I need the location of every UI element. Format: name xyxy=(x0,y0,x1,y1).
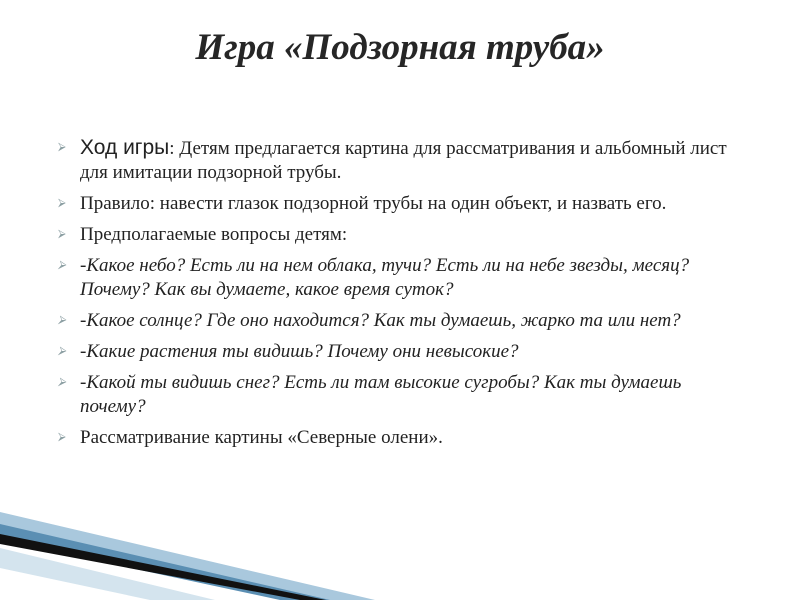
check-arrow-icon: ⮚ xyxy=(58,258,66,271)
item-text: -Какой ты видишь снег? Есть ли там высокие сугробы? Как ты думаешь почему? xyxy=(80,372,682,417)
slide-title: Игра «Подзорная труба» xyxy=(195,27,605,68)
list-item xyxy=(58,223,748,247)
list-item xyxy=(58,340,748,364)
list-item xyxy=(58,192,748,216)
list-item xyxy=(58,254,748,302)
item-lead: Ход игры xyxy=(80,136,170,159)
check-arrow-icon: ⮚ xyxy=(58,375,66,388)
item-text: -Какое солнце? Где оно находится? Как ты думаешь, жарко та или нет? xyxy=(80,310,681,331)
check-arrow-icon: ⮚ xyxy=(58,140,66,153)
check-arrow-icon: ⮚ xyxy=(58,196,66,209)
list-item xyxy=(58,426,748,450)
item-text: Правило: навести глазок подзорной трубы на один объект, и назвать его. xyxy=(80,193,667,214)
check-arrow-icon: ⮚ xyxy=(58,344,66,357)
item-text: -Какое небо? Есть ли на нем облака, тучи? Есть ли на небе звезды, месяц? Почему? Как вы думаете, какое время суток? xyxy=(80,255,690,300)
check-arrow-icon: ⮚ xyxy=(58,430,66,443)
item-text: Предполагаемые вопросы детям: xyxy=(80,224,348,245)
item-text: Рассматривание картины «Северные олени». xyxy=(80,427,443,448)
decorative-stripes xyxy=(0,490,800,600)
check-arrow-icon: ⮚ xyxy=(58,227,66,240)
content-list xyxy=(58,136,748,457)
light-blue-stripe xyxy=(0,512,375,600)
list-item xyxy=(58,309,748,333)
item-text: : Детям предлагается картина для рассматривания и альбомный лист для имитации подзорной трубы. xyxy=(80,138,727,183)
list-item xyxy=(58,371,748,419)
list-item xyxy=(58,136,748,185)
item-text: -Какие растения ты видишь? Почему они невысокие? xyxy=(80,341,519,362)
check-arrow-icon: ⮚ xyxy=(58,313,66,326)
